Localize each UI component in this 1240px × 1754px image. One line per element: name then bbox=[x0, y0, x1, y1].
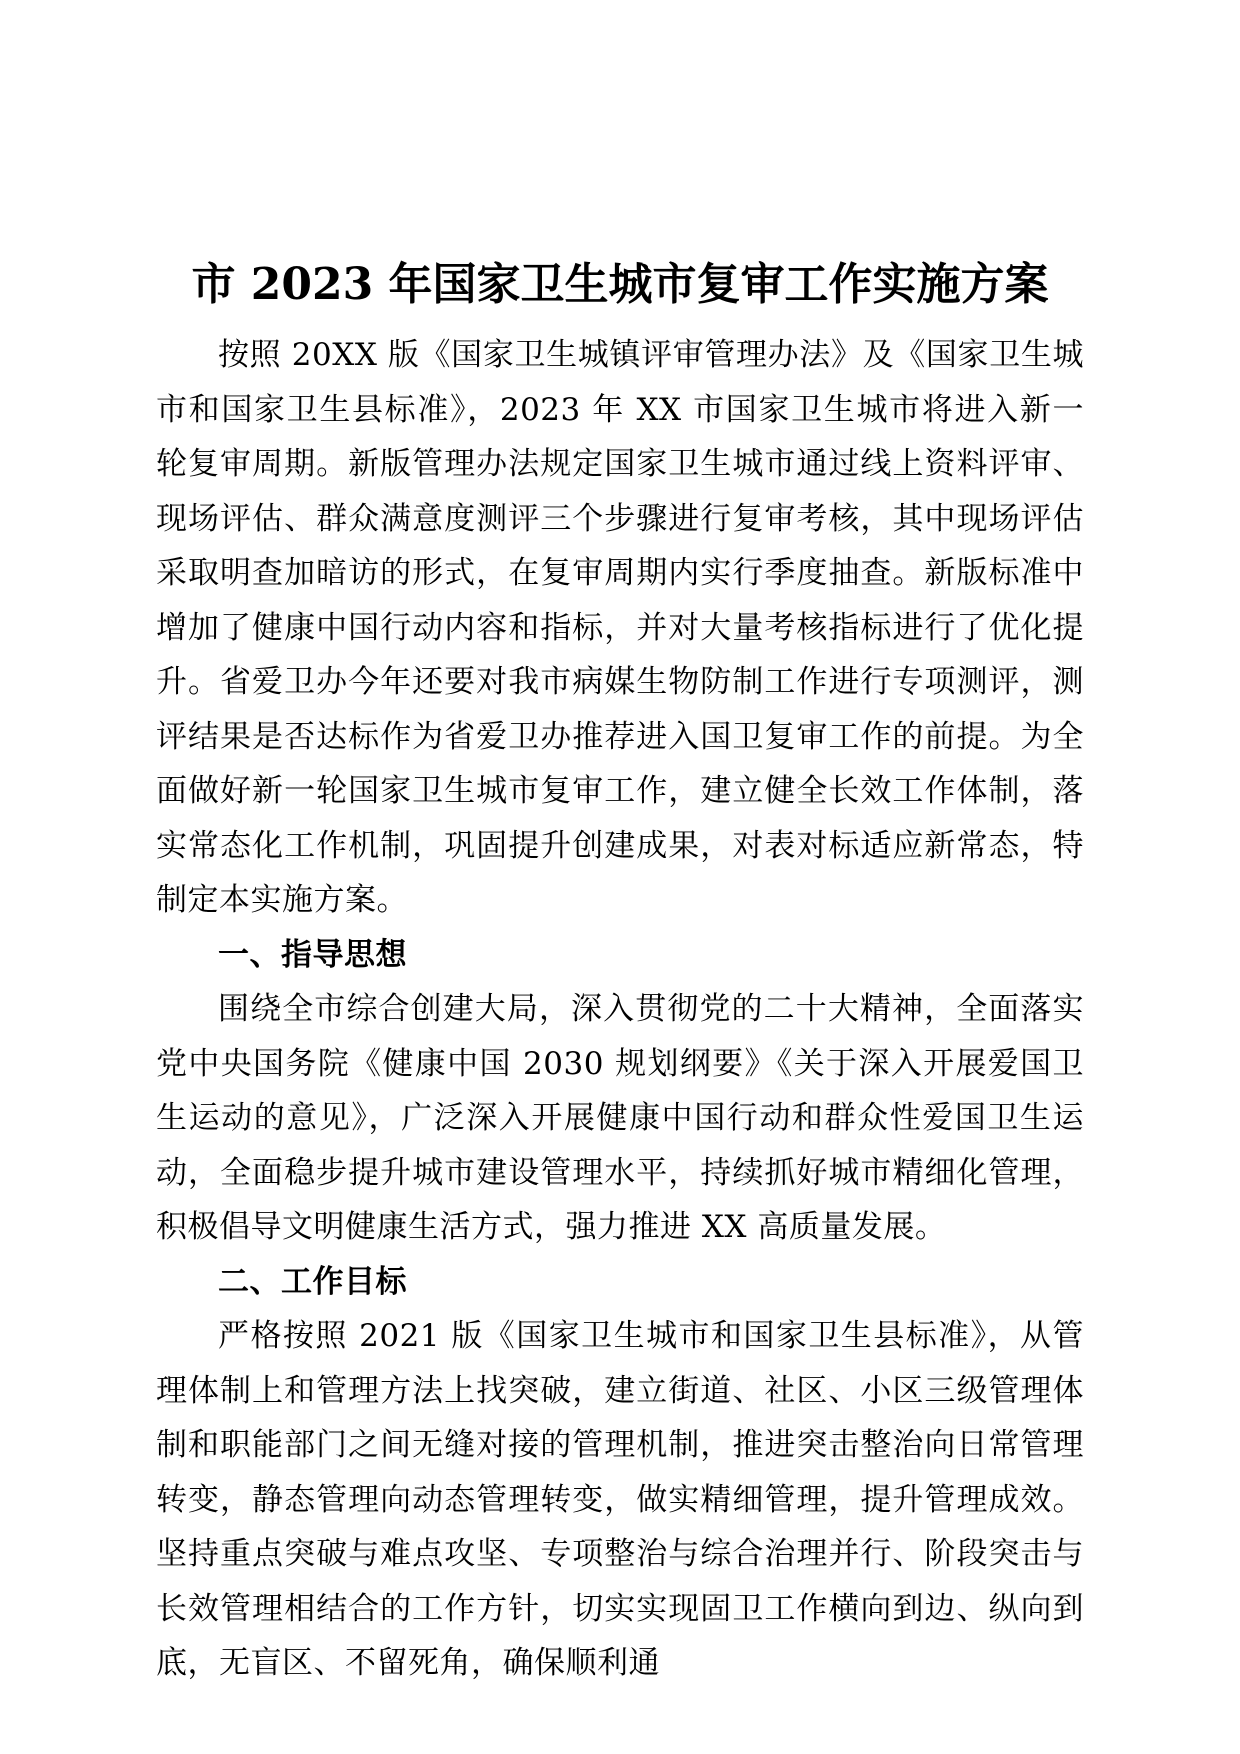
section-paragraph-work-goals: 严格按照 2021 版《国家卫生城市和国家卫生县标准》，从管理体制上和管理方法上找突破，建立街道、社区、小区三级管理体制和职能部门之间无缝对接的管理机制，推进突击整治向日常管理转变，静态管理向动态管理转变，做实精细管理，提升管理成效。坚持重点突破与难点攻坚、专项整治与综合治理并行、阶段突击与长效管理相结合的工作方针，切实实现固卫工作横向到边、纵向到底，无盲区、不留死角，确保顺利通 bbox=[156, 1318, 1084, 1681]
section-heading-work-goals: 二、工作目标 bbox=[218, 1263, 407, 1300]
section-paragraph-guiding-ideology: 围绕全市综合创建大局，深入贯彻党的二十大精神，全面落实党中央国务院《健康中国 2030 规划纲要》《关于深入开展爱国卫生运动的意见》，广泛深入开展健康中国行动和群众性爱国卫生运动，全面稳步提升城市建设管理水平，持续抓好城市精细化管理，积极倡导文明健康生活方式，强力推进 XX 高质量发展。 bbox=[156, 991, 1084, 1245]
intro-paragraph: 按照 20XX 版《国家卫生城镇评审管理办法》及《国家卫生城市和国家卫生县标准》，2023 年 XX 市国家卫生城市将进入新一轮复审周期。新版管理办法规定国家卫生城市通过线上资料评审、现场评估、群众满意度测评三个步骤进行复审考核，其中现场评估采取明查加暗访的形式，在复审周期内实行季度抽查。新版标准中增加了健康中国行动内容和指标，并对大量考核指标进行了优化提升。省爱卫办今年还要对我市病媒生物防制工作进行专项测评，测评结果是否达标作为省爱卫办推荐进入国卫复审工作的前提。为全面做好新一轮国家卫生城市复审工作，建立健全长效工作体制，落实常态化工作机制，巩固提升创建成果，对表对标适应新常态，特制定本实施方案。 bbox=[156, 337, 1084, 918]
section-heading-guiding-ideology: 一、指导思想 bbox=[218, 936, 407, 973]
document-body bbox=[156, 328, 1084, 1691]
document-title: 市 2023 年国家卫生城市复审工作实施方案 bbox=[191, 259, 1049, 310]
